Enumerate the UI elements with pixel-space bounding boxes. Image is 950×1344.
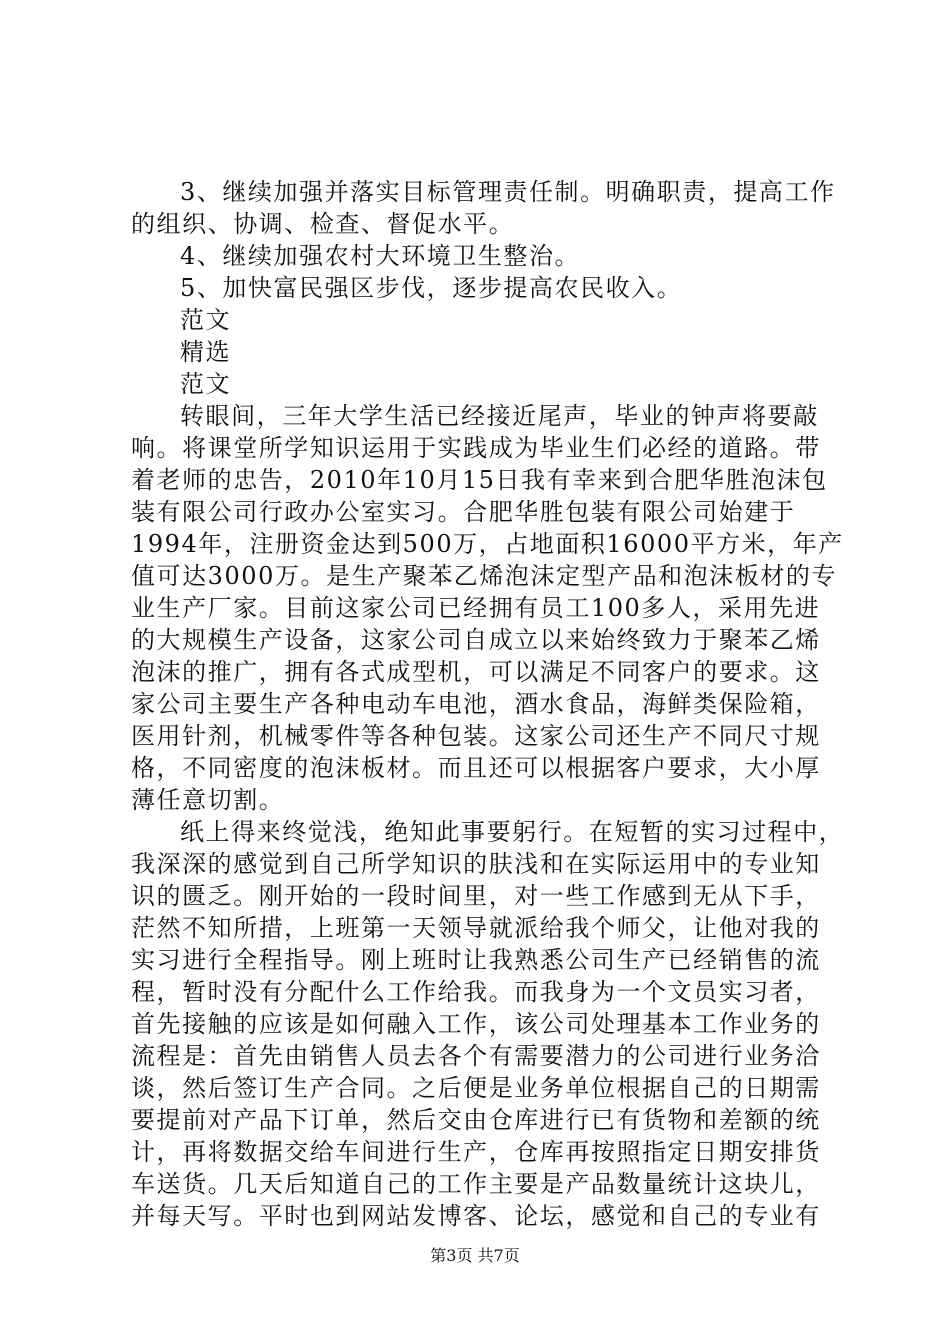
paragraph-line: 的组织、协调、检查、督促水平。 <box>131 210 515 238</box>
paragraph-line: 识的匮乏。刚开始的一段时间里，对一些工作感到无从下手， <box>131 882 821 910</box>
paragraph-line: 纸上得来终觉浅，绝知此事要躬行。在短暂的实习过程中， <box>180 818 845 846</box>
paragraph-line: 精选 <box>180 338 232 366</box>
paragraph-line: 着老师的忠告，2010年10月15日我有幸来到合肥华胜泡沫包 <box>131 466 828 494</box>
paragraph-line: 车送货。几天后知道自己的工作主要是产品数量统计这块儿， <box>131 1170 821 1198</box>
paragraph-line: 转眼间，三年大学生活已经接近尾声，毕业的钟声将要敲 <box>180 402 819 430</box>
paragraph-line: 计，再将数据交给车间进行生产，仓库再按照指定日期安排货 <box>131 1138 821 1166</box>
paragraph-line: 的大规模生产设备，这家公司自成立以来始终致力于聚苯乙烯 <box>131 626 821 654</box>
paragraph-line: 薄任意切割。 <box>131 786 285 814</box>
paragraph-line: 程，暂时没有分配什么工作给我。而我身为一个文员实习者， <box>131 978 821 1006</box>
paragraph-line: 流程是：首先由销售人员去各个有需要潜力的公司进行业务洽 <box>131 1042 821 1070</box>
paragraph-line: 1994年，注册资金达到500万，占地面积16000平方米，年产 <box>131 530 844 558</box>
paragraph-line: 我深深的感觉到自己所学知识的肤浅和在实际运用中的专业知 <box>131 850 821 878</box>
paragraph-line: 实习进行全程指导。刚上班时让我熟悉公司生产已经销售的流 <box>131 946 821 974</box>
paragraph-line: 家公司主要生产各种电动车电池，酒水食品，海鲜类保险箱， <box>131 690 821 718</box>
document-body <box>131 176 845 1232</box>
paragraph-line: 装有限公司行政办公室实习。合肥华胜包装有限公司始建于 <box>131 498 796 526</box>
paragraph-line: 范文 <box>180 306 232 334</box>
paragraph-line: 范文 <box>180 370 232 398</box>
paragraph-line: 首先接触的应该是如何融入工作，该公司处理基本工作业务的 <box>131 1010 821 1038</box>
paragraph-line: 响。将课堂所学知识运用于实践成为毕业生们必经的道路。带 <box>131 434 821 462</box>
paragraph-line: 值可达3000万。是生产聚苯乙烯泡沫定型产品和泡沫板材的专 <box>131 562 838 590</box>
paragraph-line: 医用针剂，机械零件等各种包装。这家公司还生产不同尺寸规 <box>131 722 821 750</box>
paragraph-line: 格，不同密度的泡沫板材。而且还可以根据客户要求，大小厚 <box>131 754 821 782</box>
paragraph-line: 并每天写。平时也到网站发博客、论坛，感觉和自己的专业有 <box>131 1202 821 1230</box>
paragraph-line: 3、继续加强并落实目标管理责任制。明确职责，提高工作 <box>180 178 836 206</box>
paragraph-line: 5、加快富民强区步伐，逐步提高农民收入。 <box>180 274 683 302</box>
paragraph-line: 4、继续加强农村大环境卫生整治。 <box>180 242 581 270</box>
paragraph-line: 泡沫的推广，拥有各式成型机，可以满足不同客户的要求。这 <box>131 658 821 686</box>
paragraph-line: 业生产厂家。目前这家公司已经拥有员工100多人，采用先进 <box>131 594 821 622</box>
paragraph-line: 谈，然后签订生产合同。之后便是业务单位根据自己的日期需 <box>131 1074 821 1102</box>
page-number-footer: 第3页 共7页 <box>430 1246 520 1265</box>
paragraph-line: 要提前对产品下订单，然后交由仓库进行已有货物和差额的统 <box>131 1106 821 1134</box>
paragraph-line: 茫然不知所措，上班第一天领导就派给我个师父，让他对我的 <box>131 914 821 942</box>
